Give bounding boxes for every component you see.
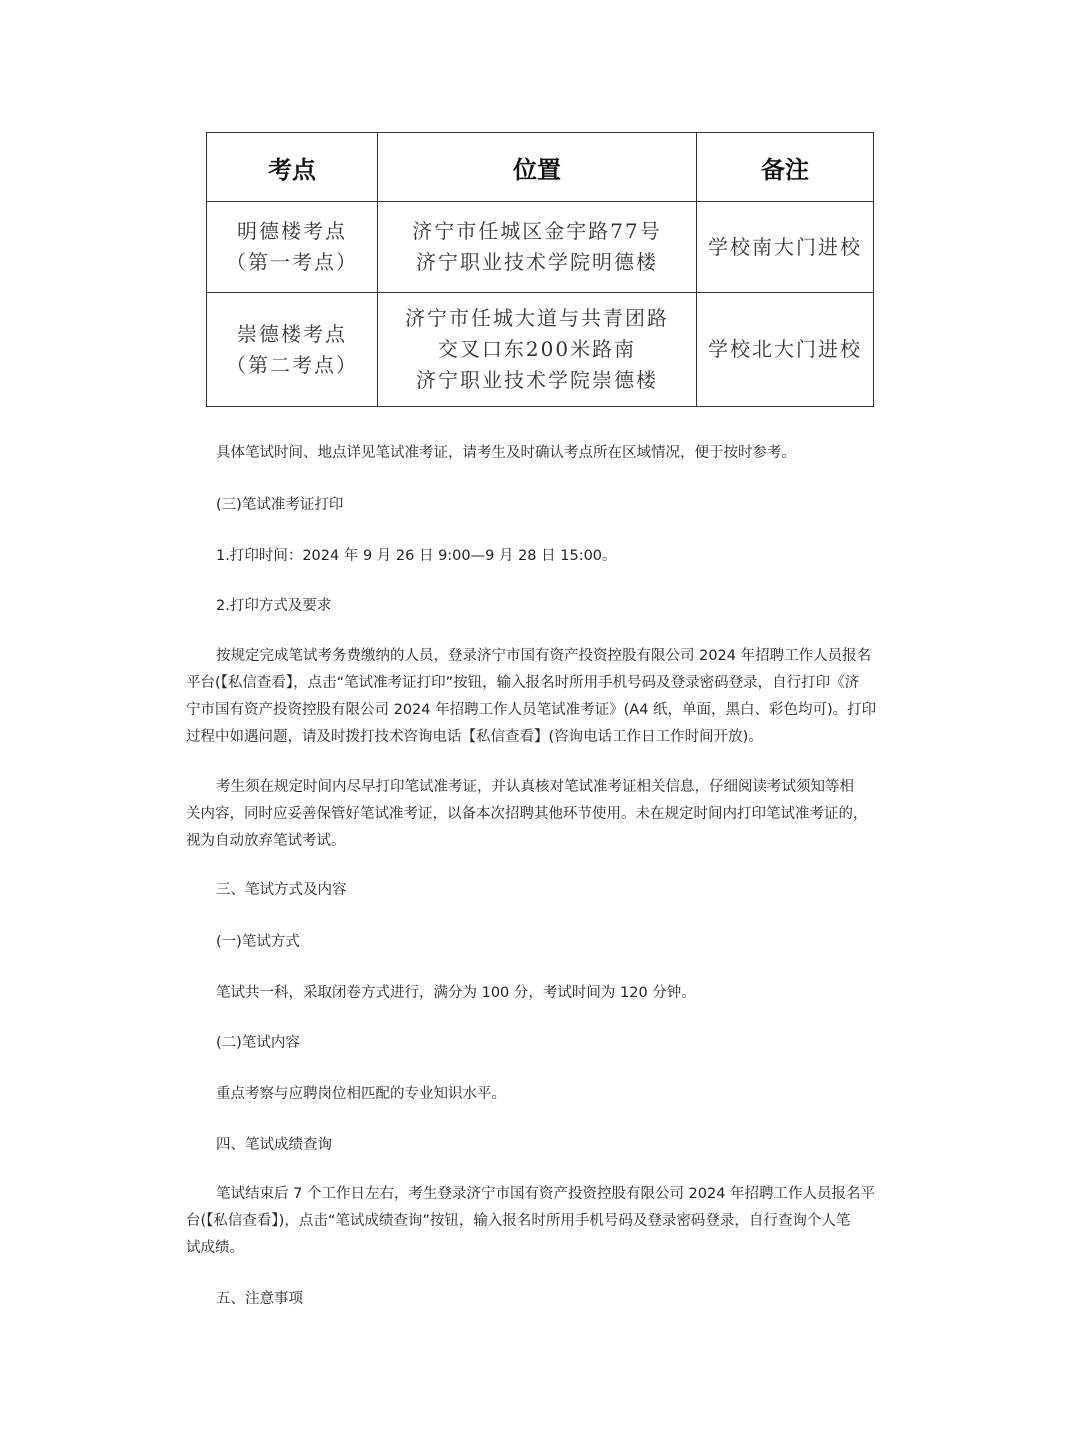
text-line: 平台(【私信查看】，点击“笔试准考证打印”按钮，输入报名时所用手机号码及登录密码登录，自行打印《济 (186, 675, 860, 691)
note-cell: 学校北大门进校 (697, 293, 874, 407)
section3-heading: 三、笔试方式及内容 (216, 882, 347, 898)
site-name: 明德楼考点 (237, 219, 347, 243)
text-line: 考生须在规定时间内尽早打印笔试准考证，并认真核对笔试准考证相关信息，仔细阅读考试须知等相 (216, 779, 854, 795)
site-name: 崇德楼考点 (237, 321, 347, 346)
site-cell (207, 293, 378, 407)
notice-paragraph (186, 774, 896, 855)
note-cell: 学校南大门进校 (697, 202, 874, 293)
header-site: 考点 (207, 133, 378, 202)
site-label: （第二考点） (226, 352, 358, 377)
exam-site-table (206, 132, 874, 407)
text-line: 关内容，同时应妥善保管好笔试准考证，以备本次招聘其他环节使用。未在规定时间内打印笔试准考证的， (186, 806, 868, 822)
text-line: 台(【私信查看】)，点击“笔试成绩查询”按钮，输入报名时所用手机号码及登录密码登录，自行查询个人笔 (186, 1213, 851, 1229)
header-location: 位置 (378, 133, 697, 202)
location-line: 交叉口东200米路南 (437, 337, 637, 361)
text-line: 按规定完成笔试考务费缴纳的人员，登录济宁市国有资产投资控股有限公司 2024 年招聘工作人员报名 (216, 648, 872, 664)
text-line: 宁市国有资产投资控股有限公司 2024 年招聘工作人员笔试准考证》(A4 纸，单面，黑白、彩色均可)。打印 (186, 702, 877, 718)
detail-paragraph: 具体笔试时间、地点详见笔试准考证，请考生及时确认考点所在区域情况，便于按时参考。 (216, 445, 796, 461)
text-line: 过程中如遇问题，请及时拨打技术咨询电话【私信查看】(咨询电话工作日工作时间开放)。 (186, 729, 763, 745)
content-heading: (二)笔试内容 (216, 1035, 300, 1051)
table-row (207, 202, 874, 293)
table-row (207, 293, 874, 407)
location-line: 济宁市任城大道与共青团路 (405, 306, 669, 330)
section5-heading: 五、注意事项 (216, 1291, 303, 1307)
text-line: 视为自动放弃笔试考试。 (186, 833, 346, 849)
format-heading: (一)笔试方式 (216, 934, 300, 950)
location-line: 济宁职业技术学院崇德楼 (416, 368, 658, 392)
text-line: 笔试结束后 7 个工作日左右，考生登录济宁市国有资产投资控股有限公司 2024 年招聘工作人员报名平 (216, 1186, 876, 1202)
print-method-paragraph (186, 643, 896, 751)
table-header-row (207, 133, 874, 202)
section4-heading: 四、笔试成绩查询 (216, 1137, 332, 1153)
header-note: 备注 (697, 133, 874, 202)
location-cell (378, 202, 697, 293)
site-label: （第一考点） (226, 250, 358, 274)
print-method-heading: 2.打印方式及要求 (216, 598, 332, 614)
site-cell (207, 202, 378, 293)
score-paragraph (186, 1181, 896, 1262)
print-heading: (三)笔试准考证打印 (216, 497, 344, 513)
content-paragraph: 重点考察与应聘岗位相匹配的专业知识水平。 (216, 1086, 506, 1102)
format-paragraph: 笔试共一科，采取闭卷方式进行，满分为 100 分，考试时间为 120 分钟。 (216, 985, 696, 1001)
location-cell (378, 293, 697, 407)
print-time: 1.打印时间：2024 年 9 月 26 日 9:00—9 月 28 日 15:00。 (216, 548, 617, 564)
text-line: 试成绩。 (186, 1240, 244, 1256)
location-line: 济宁市任城区金宇路77号 (412, 219, 662, 243)
location-line: 济宁职业技术学院明德楼 (416, 250, 658, 274)
